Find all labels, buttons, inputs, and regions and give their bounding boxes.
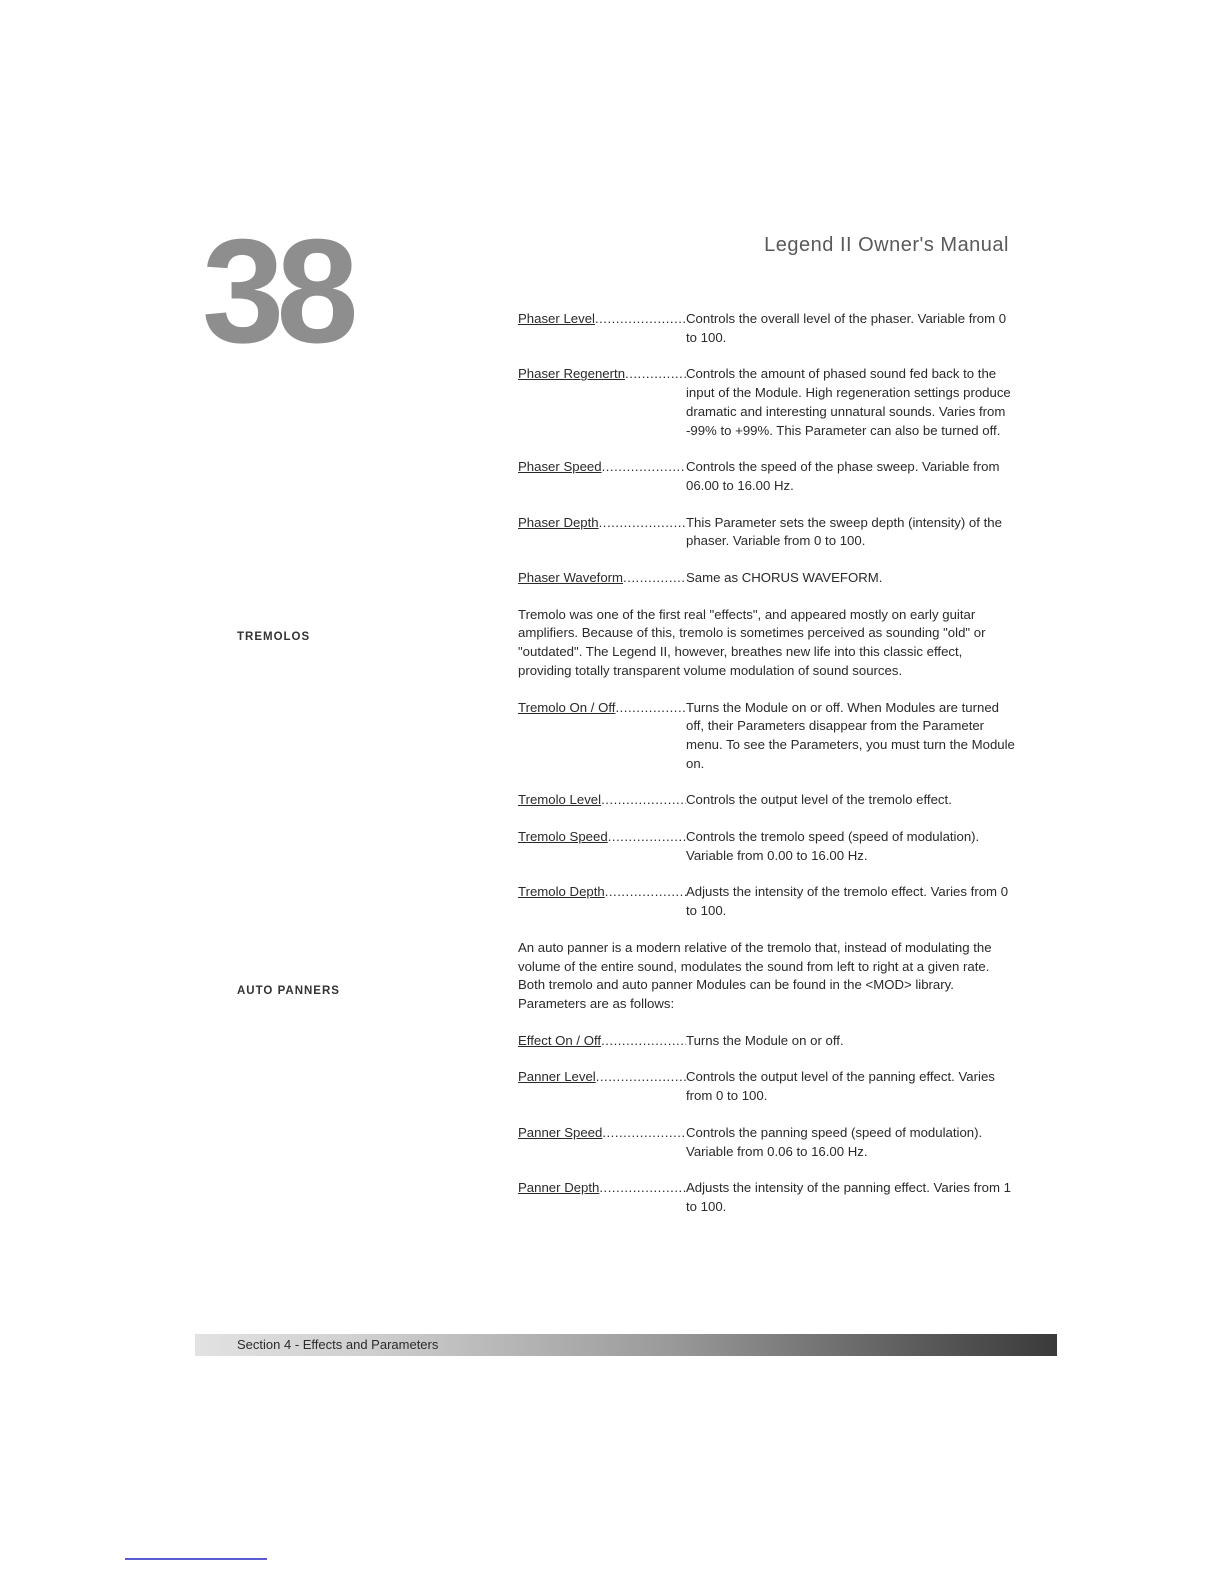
param-entry — [518, 458, 1018, 495]
footer-section-label: Section 4 - Effects and Parameters — [237, 1337, 439, 1352]
dot-leader — [601, 791, 686, 810]
param-entry — [518, 791, 1018, 810]
param-name: Panner Speed — [518, 1124, 603, 1140]
param-description: Controls the overall level of the phaser. Variable from 0 to 100. — [686, 311, 1007, 345]
param-name: Phaser Depth — [518, 514, 599, 530]
dot-leader — [595, 310, 686, 347]
dot-leader — [596, 1068, 686, 1105]
param-entry — [518, 1179, 1018, 1216]
param-name: Tremolo Level — [518, 792, 602, 808]
param-description: Adjusts the intensity of the tremolo effect. Varies from 0 to 100. — [686, 884, 1009, 919]
manual-content — [518, 310, 1018, 1235]
param-entry — [518, 569, 1018, 588]
auto-panners-intro: An auto panner is a modern relative of the tremolo that, instead of modulating the volume of the entire sound, modulates the sound from left to right at a given rate. Both tremolo and auto panner Modules can be found in the <MOD> library. Parameters are as follows: — [518, 939, 992, 1011]
param-description: This Parameter sets the sweep depth (intensity) of the phaser. Variable from 0 to 100. — [686, 514, 1002, 549]
dot-leader — [601, 1032, 686, 1051]
dot-leader — [625, 365, 686, 440]
dot-leader — [599, 1179, 686, 1216]
param-description: Controls the panning speed (speed of modulation). Variable from 0.06 to 16.00 Hz. — [686, 1124, 983, 1159]
param-name: Tremolo Depth — [518, 884, 605, 900]
param-entry — [518, 514, 1018, 551]
dot-leader — [608, 828, 686, 865]
param-name: Tremolo Speed — [518, 829, 608, 845]
param-description: Controls the output level of the tremolo effect. — [686, 792, 952, 808]
param-description: Controls the tremolo speed (speed of modulation). Variable from 0.00 to 16.00 Hz. — [686, 829, 980, 863]
param-description: Same as CHORUS WAVEFORM. — [686, 570, 883, 586]
param-description: Adjusts the intensity of the panning effect. Varies from 1 to 100. — [686, 1180, 1011, 1214]
param-description: Controls the amount of phased sound fed back to the input of the Module. High regeneration settings produce dramatic and interesting unnatural sounds. Varies from -99% to +99%. This Parameter can also be turned off. — [686, 366, 1011, 438]
param-name: Phaser Speed — [518, 459, 602, 475]
param-entry — [518, 699, 1018, 774]
param-description: Controls the output level of the panning effect. Varies from 0 to 100. — [686, 1069, 995, 1104]
dot-leader — [623, 569, 686, 588]
dot-leader — [599, 514, 686, 551]
param-name: Panner Depth — [518, 1180, 600, 1196]
dot-leader — [615, 699, 686, 774]
page-number: 38 — [202, 209, 351, 374]
section-heading-auto-panners: AUTO PANNERS — [237, 985, 340, 997]
param-name: Phaser Regenertn — [518, 366, 626, 382]
tremolos-intro: Tremolo was one of the first real "effects", and appeared mostly on early guitar amplifiers. Because of this, tremolo is sometimes perceived as sounding "old" or "outdated". The Legend II, however, breathes new life into this classic effect, providing totally transparent volume modulation of sound sources. — [518, 606, 986, 678]
param-description: Controls the speed of the phase sweep. Variable from 06.00 to 16.00 Hz. — [686, 459, 1000, 493]
param-name: Phaser Level — [518, 311, 595, 326]
param-entry — [518, 1068, 1018, 1105]
param-entry — [518, 828, 1018, 865]
section-heading-tremolos: TREMOLOS — [237, 631, 311, 643]
bottom-rule — [125, 1558, 267, 1560]
param-name: Phaser Waveform — [518, 570, 624, 586]
param-name: Tremolo On / Off — [518, 699, 616, 715]
dot-leader — [605, 883, 686, 920]
param-entry — [518, 310, 1018, 347]
param-description: Turns the Module on or off. — [686, 1032, 844, 1048]
param-entry — [518, 365, 1018, 440]
param-entry — [518, 1032, 1018, 1051]
param-description: Turns the Module on or off. When Modules are turned off, their Parameters disappear from the Parameter menu. To see the Parameters, you must turn the Module on. — [686, 699, 1015, 771]
dot-leader — [602, 458, 686, 495]
dot-leader — [602, 1124, 686, 1161]
running-head: Legend II Owner's Manual — [764, 234, 1009, 256]
param-entry — [518, 883, 1018, 920]
param-name: Effect On / Off — [518, 1032, 602, 1048]
param-entry — [518, 1124, 1018, 1161]
footer-bar — [195, 1334, 1057, 1356]
param-name: Panner Level — [518, 1069, 596, 1085]
